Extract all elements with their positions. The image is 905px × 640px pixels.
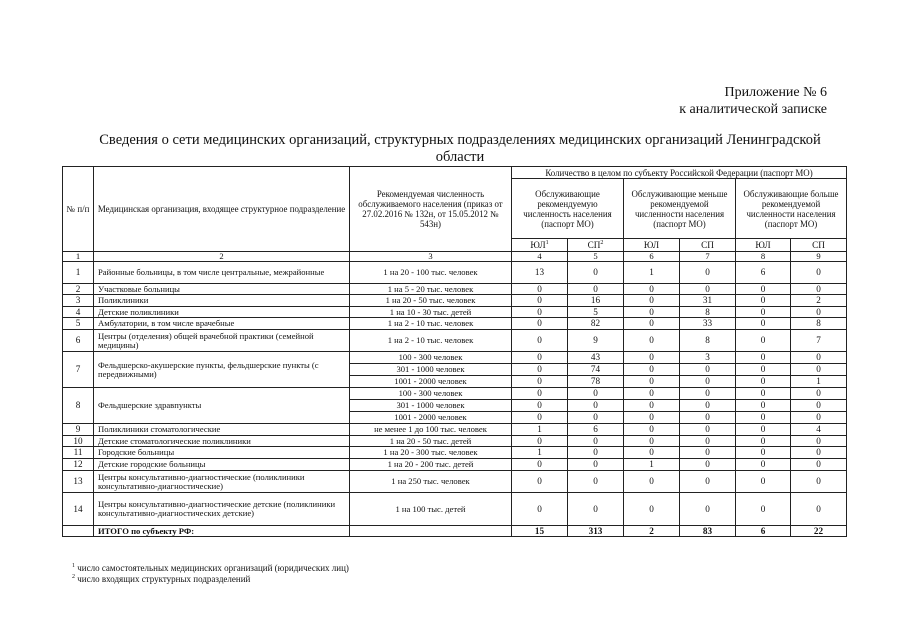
- header-organization: Медицинская организация, входящее структурное подразделение: [94, 167, 350, 252]
- value-cell: 0: [624, 436, 680, 447]
- value-cell: 0: [736, 459, 791, 471]
- table-row: [63, 284, 847, 295]
- value-cell: 74: [568, 364, 624, 376]
- header-group-more: Обслуживающие больше рекомендуемой численности населения (паспорт МО): [736, 179, 847, 239]
- value-cell: 0: [791, 388, 847, 400]
- recommended-population: 1 на 5 - 20 тыс. человек: [350, 284, 512, 295]
- row-number: 10: [63, 436, 94, 447]
- header-total-group: Количество в целом по субъекту Российской Федерации (паспорт МО): [512, 167, 847, 179]
- value-cell: 0: [512, 295, 568, 307]
- column-index: 3: [350, 252, 512, 262]
- value-cell: 0: [624, 318, 680, 330]
- value-cell: 0: [568, 262, 624, 284]
- value-cell: 0: [736, 436, 791, 447]
- value-cell: 0: [736, 471, 791, 493]
- row-number: 8: [63, 388, 94, 424]
- value-cell: 0: [624, 493, 680, 526]
- column-index: 4: [512, 252, 568, 262]
- value-cell: 83: [680, 526, 736, 537]
- header-ul: ЮЛ: [624, 239, 680, 252]
- value-cell: 0: [791, 471, 847, 493]
- table-row: [63, 307, 847, 318]
- row-number: 2: [63, 284, 94, 295]
- organization-name: Центры консультативно-диагностические (поликлиники консультативно-диагностические): [94, 471, 350, 493]
- value-cell: 0: [512, 330, 568, 352]
- value-cell: 0: [736, 424, 791, 436]
- value-cell: 31: [680, 295, 736, 307]
- table-row: [63, 262, 847, 284]
- header-sp: СП: [791, 239, 847, 252]
- document-title: Сведения о сети медицинских организаций, структурных подразделениях медицинских организаций Ленинградской области: [99, 132, 821, 165]
- value-cell: 0: [568, 447, 624, 459]
- value-cell: 0: [624, 376, 680, 388]
- value-cell: 0: [680, 459, 736, 471]
- header-recommended: Рекомендуемая численность обслуживаемого населения (приказ от 27.02.2016 № 132н, от 15.05.2012 № 543н): [350, 167, 512, 252]
- column-index-row: [63, 252, 847, 262]
- row-number: 12: [63, 459, 94, 471]
- recommended-population: 1 на 250 тыс. человек: [350, 471, 512, 493]
- value-cell: 0: [512, 459, 568, 471]
- header-ul: ЮЛ: [736, 239, 791, 252]
- value-cell: 0: [736, 295, 791, 307]
- column-index: 7: [680, 252, 736, 262]
- value-cell: 0: [624, 284, 680, 295]
- value-cell: 5: [568, 307, 624, 318]
- value-cell: 0: [568, 284, 624, 295]
- value-cell: 0: [624, 295, 680, 307]
- value-cell: 0: [568, 412, 624, 424]
- value-cell: 0: [680, 388, 736, 400]
- value-cell: 0: [736, 400, 791, 412]
- organization-name: Центры консультативно-диагностические детские (поликлиники консультативно-диагностических детские): [94, 493, 350, 526]
- value-cell: 0: [624, 400, 680, 412]
- value-cell: 6: [568, 424, 624, 436]
- value-cell: 0: [624, 424, 680, 436]
- value-cell: 0: [791, 459, 847, 471]
- value-cell: 0: [512, 364, 568, 376]
- value-cell: 1: [624, 459, 680, 471]
- header-group-less: Обслуживающие меньше рекомендуемой численности населения (паспорт МО): [624, 179, 736, 239]
- organization-name: Амбулатории, в том числе врачебные: [94, 318, 350, 330]
- value-cell: 0: [512, 436, 568, 447]
- value-cell: 0: [736, 376, 791, 388]
- value-cell: 0: [624, 471, 680, 493]
- header-ul: $ЮЛ^1$: [512, 239, 568, 252]
- empty-cell: [350, 526, 512, 537]
- value-cell: 0: [512, 388, 568, 400]
- value-cell: 0: [736, 364, 791, 376]
- value-cell: 0: [680, 493, 736, 526]
- value-cell: 0: [791, 262, 847, 284]
- header-sp: СП: [680, 239, 736, 252]
- table-row: [63, 447, 847, 459]
- appendix-subtitle: к аналитической записке: [679, 102, 827, 117]
- value-cell: 0: [512, 493, 568, 526]
- footnote: $^2$ число входящих структурных подразделений: [72, 574, 251, 584]
- value-cell: 8: [680, 330, 736, 352]
- column-index: 2: [94, 252, 350, 262]
- footnote: $^1$ число самостоятельных медицинских организаций (юридических лиц): [72, 563, 349, 573]
- value-cell: 0: [568, 388, 624, 400]
- organization-name: Детские стоматологические поликлиники: [94, 436, 350, 447]
- recommended-population: 301 - 1000 человек: [350, 400, 512, 412]
- recommended-population: 1001 - 2000 человек: [350, 412, 512, 424]
- value-cell: 0: [624, 307, 680, 318]
- value-cell: 0: [680, 471, 736, 493]
- value-cell: 16: [568, 295, 624, 307]
- row-number: 7: [63, 352, 94, 388]
- table-row: [63, 295, 847, 307]
- value-cell: 4: [791, 424, 847, 436]
- value-cell: 78: [568, 376, 624, 388]
- row-number: 5: [63, 318, 94, 330]
- total-row: [63, 526, 847, 537]
- value-cell: 0: [568, 493, 624, 526]
- value-cell: 0: [791, 307, 847, 318]
- value-cell: 1: [624, 262, 680, 284]
- value-cell: 7: [791, 330, 847, 352]
- value-cell: 0: [568, 436, 624, 447]
- value-cell: 0: [512, 307, 568, 318]
- value-cell: 313: [568, 526, 624, 537]
- value-cell: 43: [568, 352, 624, 364]
- value-cell: 0: [680, 376, 736, 388]
- table-row: [63, 459, 847, 471]
- recommended-population: 301 - 1000 человек: [350, 364, 512, 376]
- value-cell: 8: [680, 307, 736, 318]
- table-row: [63, 424, 847, 436]
- column-index: 6: [624, 252, 680, 262]
- organization-name: Фельдшерско-акушерские пункты, фельдшерские пункты (с передвижными): [94, 352, 350, 388]
- table-row: [63, 493, 847, 526]
- value-cell: 0: [680, 412, 736, 424]
- value-cell: 0: [624, 364, 680, 376]
- value-cell: 0: [680, 262, 736, 284]
- value-cell: 0: [568, 400, 624, 412]
- recommended-population: 100 - 300 человек: [350, 388, 512, 400]
- value-cell: 0: [680, 364, 736, 376]
- organization-name: Участковые больницы: [94, 284, 350, 295]
- column-index: 8: [736, 252, 791, 262]
- appendix-caption: [679, 84, 827, 118]
- recommended-population: 1001 - 2000 человек: [350, 376, 512, 388]
- value-cell: 0: [736, 388, 791, 400]
- value-cell: 1: [512, 447, 568, 459]
- value-cell: 0: [680, 284, 736, 295]
- value-cell: 0: [791, 364, 847, 376]
- value-cell: 0: [791, 436, 847, 447]
- medical-network-table: [62, 166, 847, 537]
- value-cell: 0: [736, 307, 791, 318]
- column-index: 1: [63, 252, 94, 262]
- organization-name: Центры (отделения) общей врачебной практики (семейной медицины): [94, 330, 350, 352]
- footnotes: [72, 563, 349, 585]
- value-cell: 0: [624, 330, 680, 352]
- row-number: 1: [63, 262, 94, 284]
- empty-cell: [63, 526, 94, 537]
- value-cell: 0: [624, 412, 680, 424]
- value-cell: 0: [791, 447, 847, 459]
- value-cell: 0: [680, 424, 736, 436]
- value-cell: 0: [736, 493, 791, 526]
- recommended-population: 1 на 20 - 100 тыс. человек: [350, 262, 512, 284]
- row-number: 9: [63, 424, 94, 436]
- total-label: ИТОГО по субъекту РФ:: [94, 526, 350, 537]
- value-cell: 0: [736, 330, 791, 352]
- organization-name: Детские поликлиники: [94, 307, 350, 318]
- table-row: [63, 330, 847, 352]
- value-cell: 0: [680, 447, 736, 459]
- value-cell: 1: [791, 376, 847, 388]
- value-cell: 0: [568, 459, 624, 471]
- value-cell: 2: [624, 526, 680, 537]
- value-cell: 6: [736, 262, 791, 284]
- value-cell: 22: [791, 526, 847, 537]
- organization-name: Поликлиники стоматологические: [94, 424, 350, 436]
- value-cell: 6: [736, 526, 791, 537]
- recommended-population: 1 на 20 - 200 тыс. детей: [350, 459, 512, 471]
- value-cell: 0: [791, 400, 847, 412]
- value-cell: 0: [736, 412, 791, 424]
- organization-name: Районные больницы, в том числе центральные, межрайонные: [94, 262, 350, 284]
- value-cell: 0: [512, 284, 568, 295]
- value-cell: 0: [736, 447, 791, 459]
- value-cell: 0: [512, 318, 568, 330]
- value-cell: 0: [512, 471, 568, 493]
- value-cell: 0: [791, 493, 847, 526]
- table-row: [63, 352, 847, 364]
- table-row: [63, 436, 847, 447]
- value-cell: 0: [736, 352, 791, 364]
- row-number: 11: [63, 447, 94, 459]
- value-cell: 15: [512, 526, 568, 537]
- value-cell: 0: [736, 318, 791, 330]
- row-number: 14: [63, 493, 94, 526]
- recommended-population: 1 на 20 - 50 тыс. детей: [350, 436, 512, 447]
- row-number: 6: [63, 330, 94, 352]
- appendix-number: Приложение № 6: [724, 85, 827, 100]
- organization-name: Фельдшерские здравпункты: [94, 388, 350, 424]
- recommended-population: 1 на 10 - 30 тыс. детей: [350, 307, 512, 318]
- value-cell: 0: [791, 412, 847, 424]
- value-cell: 0: [736, 284, 791, 295]
- value-cell: 1: [512, 424, 568, 436]
- value-cell: 0: [791, 352, 847, 364]
- organization-name: Городские больницы: [94, 447, 350, 459]
- value-cell: 8: [791, 318, 847, 330]
- value-cell: 0: [680, 400, 736, 412]
- value-cell: 0: [624, 388, 680, 400]
- column-index: 9: [791, 252, 847, 262]
- recommended-population: не менее 1 до 100 тыс. человек: [350, 424, 512, 436]
- recommended-population: 1 на 2 - 10 тыс. человек: [350, 318, 512, 330]
- table-row: [63, 388, 847, 400]
- value-cell: 0: [512, 376, 568, 388]
- header-num: № п/п: [63, 167, 94, 252]
- recommended-population: 100 - 300 человек: [350, 352, 512, 364]
- value-cell: 0: [624, 352, 680, 364]
- recommended-population: 1 на 20 - 50 тыс. человек: [350, 295, 512, 307]
- table-row: [63, 318, 847, 330]
- column-index: 5: [568, 252, 624, 262]
- value-cell: 9: [568, 330, 624, 352]
- recommended-population: 1 на 2 - 10 тыс. человек: [350, 330, 512, 352]
- value-cell: 0: [512, 352, 568, 364]
- header-group-recommended: Обслуживающие рекомендуемую численность населения (паспорт МО): [512, 179, 624, 239]
- recommended-population: 1 на 100 тыс. детей: [350, 493, 512, 526]
- table-row: [63, 471, 847, 493]
- value-cell: 82: [568, 318, 624, 330]
- value-cell: 0: [512, 400, 568, 412]
- row-number: 3: [63, 295, 94, 307]
- value-cell: 3: [680, 352, 736, 364]
- value-cell: 13: [512, 262, 568, 284]
- header-sp: $СП^2$: [568, 239, 624, 252]
- row-number: 4: [63, 307, 94, 318]
- value-cell: 2: [791, 295, 847, 307]
- value-cell: 0: [512, 412, 568, 424]
- value-cell: 0: [791, 284, 847, 295]
- organization-name: Поликлиники: [94, 295, 350, 307]
- organization-name: Детские городские больницы: [94, 459, 350, 471]
- value-cell: 0: [568, 471, 624, 493]
- value-cell: 33: [680, 318, 736, 330]
- value-cell: 0: [624, 447, 680, 459]
- value-cell: 0: [680, 436, 736, 447]
- row-number: 13: [63, 471, 94, 493]
- recommended-population: 1 на 20 - 300 тыс. человек: [350, 447, 512, 459]
